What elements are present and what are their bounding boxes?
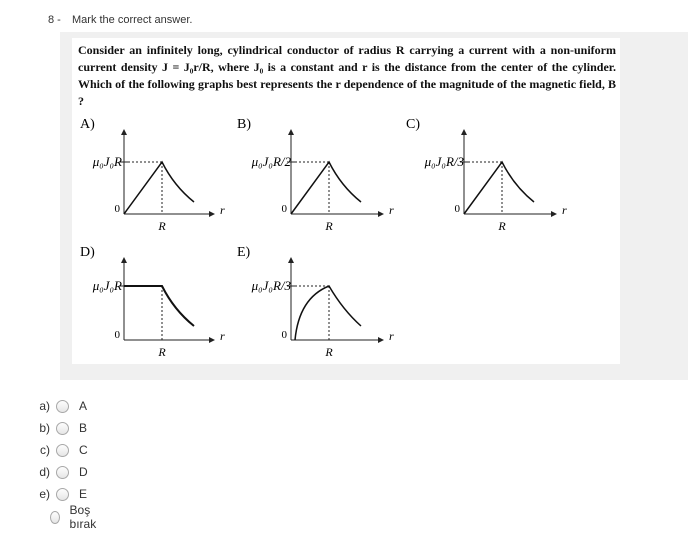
- graph-a-x-label: r: [220, 203, 225, 217]
- graph-d-label: D): [80, 245, 95, 260]
- graph-b-origin: 0: [281, 203, 287, 215]
- graph-b-tick: R: [325, 219, 333, 233]
- graph-a-y-label: μ₀J₀R: [92, 154, 122, 169]
- option-d-letter: d): [39, 465, 50, 479]
- option-a-radio[interactable]: [56, 400, 69, 413]
- option-b-letter: b): [39, 421, 50, 435]
- graph-b-x-label: r: [389, 203, 394, 217]
- graph-a-label: A): [80, 117, 95, 132]
- graph-a-tick: R: [158, 219, 166, 233]
- option-c-radio[interactable]: [56, 444, 69, 457]
- graph-c-x-label: r: [562, 203, 567, 217]
- graph-d-x-label: r: [220, 329, 225, 343]
- graph-c-tick: R: [498, 219, 506, 233]
- option-e[interactable]: [28, 486, 87, 502]
- graph-b: [237, 117, 394, 233]
- option-blank-radio[interactable]: [50, 511, 60, 524]
- graph-a: [80, 117, 225, 233]
- option-c[interactable]: [28, 442, 88, 458]
- option-a-letter: a): [39, 399, 50, 413]
- graph-c-origin: 0: [454, 203, 460, 215]
- option-e-radio[interactable]: [56, 488, 69, 501]
- question-prompt: Mark the correct answer.: [72, 14, 193, 26]
- graph-e-tick: R: [325, 345, 333, 359]
- graph-a-origin: 0: [114, 203, 120, 215]
- option-d-label: D: [79, 465, 88, 479]
- option-d-radio[interactable]: [56, 466, 69, 479]
- graph-d-tick: R: [158, 345, 166, 359]
- option-d[interactable]: [28, 464, 88, 480]
- graph-b-y-label: μ₀J₀R/2: [251, 154, 291, 169]
- answer-graphs: [72, 108, 620, 370]
- option-leave-blank[interactable]: [28, 503, 106, 531]
- option-b-label: B: [79, 421, 88, 435]
- graph-d: [80, 245, 225, 359]
- option-b[interactable]: [28, 420, 87, 436]
- graph-e-origin: 0: [281, 329, 287, 341]
- option-blank-label: Boş bırak: [69, 503, 97, 531]
- option-e-label: E: [79, 487, 88, 501]
- graph-b-label: B): [237, 117, 251, 132]
- graph-e-label: E): [237, 245, 251, 260]
- graph-d-y-label: μ₀J₀R: [92, 278, 122, 293]
- graph-e-x-label: r: [389, 329, 394, 343]
- option-a[interactable]: [28, 398, 87, 414]
- question-text: Consider an infinitely long, cylindrical conductor of radius R carrying a current with a non-uniform current density J = J₀r/R, where J₀ is a constant and r is the distance from the center of the cylinder. Which of the following graphs best represents the r dependence of the magnitude of the magnetic field, B ?: [78, 43, 616, 108]
- graph-c-y-label: μ₀J₀R/3: [424, 154, 464, 169]
- option-a-label: A: [79, 399, 88, 413]
- option-b-radio[interactable]: [56, 422, 69, 435]
- option-c-label: C: [79, 443, 88, 457]
- graph-e: [237, 245, 394, 359]
- option-c-letter: c): [40, 443, 50, 457]
- option-e-letter: e): [39, 487, 50, 501]
- question-number: 8 -: [48, 14, 61, 26]
- graph-c-label: C): [406, 117, 420, 132]
- graph-e-y-label: μ₀J₀R/3: [251, 278, 291, 293]
- graph-c: [406, 117, 567, 233]
- graph-d-origin: 0: [114, 329, 120, 341]
